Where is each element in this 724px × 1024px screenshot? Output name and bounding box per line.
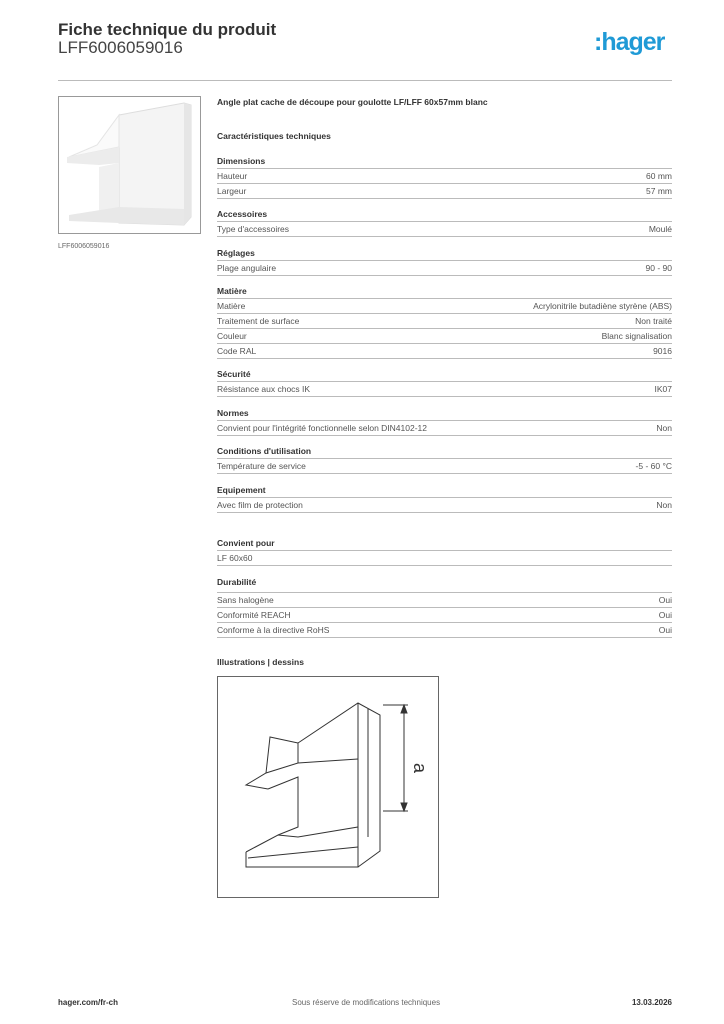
section-title: Dimensions [217,154,672,169]
illustrations-heading: Illustrations | dessins [217,657,304,667]
section-title: Accessoires [217,207,672,222]
footer-date: 13.03.2026 [631,998,672,1007]
section-accessoires [217,207,672,237]
spec-label: Couleur [217,331,247,341]
page-title: Fiche technique du produit [58,20,277,39]
spec-label: Traitement de surface [217,316,300,326]
footer-notice: Sous réserve de modifications techniques [292,998,441,1007]
spec-value: 9016 [653,346,672,356]
section-securite [217,367,672,397]
section-reglages [217,246,672,276]
product-description: Angle plat cache de découpe pour goulotte LF/LFF 60x57mm blanc [217,97,488,107]
spec-value: 90 - 90 [645,263,672,273]
spec-row [217,299,672,314]
product-image-caption: LFF6006059016 [58,243,110,250]
spec-label: Conforme à la directive RoHS [217,625,330,635]
spec-value: Oui [658,610,672,620]
spec-label: Température de service [217,461,306,471]
spec-value: -5 - 60 °C [635,461,672,471]
product-reference: LFF6006059016 [58,38,183,57]
section-title: Durabilité [217,575,672,593]
spec-row [217,261,672,276]
section-title: Matière [217,284,672,299]
spec-value: IK07 [654,384,672,394]
section-normes [217,406,672,436]
spec-row [217,593,672,608]
section-durabilite [217,575,672,638]
spec-value: Oui [658,595,672,605]
technical-drawing [217,676,439,898]
hager-logo: :hager [594,28,665,56]
spec-value: Moulé [648,224,672,234]
spec-label: Plage angulaire [217,263,277,273]
section-convient-pour [217,536,672,566]
spec-row [217,498,672,513]
section-conditions [217,444,672,474]
characteristics-heading: Caractéristiques techniques [217,131,331,141]
spec-label: LF 60x60 [217,553,253,563]
spec-label: Hauteur [217,171,248,181]
section-matiere [217,284,672,359]
spec-value: 57 mm [646,186,672,196]
spec-row [217,222,672,237]
section-dimensions [217,154,672,199]
header-divider [58,80,672,81]
spec-value: Acrylonitrile butadiène styrène (ABS) [533,301,672,311]
section-title: Equipement [217,483,672,498]
section-equipement [217,483,672,513]
spec-value: Non traité [635,316,672,326]
spec-value: 60 mm [646,171,672,181]
spec-row [217,184,672,199]
spec-row [217,459,672,474]
spec-row [217,421,672,436]
dimension-label: a [410,763,430,774]
spec-label: Type d'accessoires [217,224,290,234]
footer-website[interactable]: hager.com/fr-ch [58,998,119,1007]
section-title: Convient pour [217,536,672,551]
section-title: Normes [217,406,672,421]
product-image [58,96,201,234]
spec-row [217,608,672,623]
spec-value: Oui [658,625,672,635]
spec-row [217,551,672,566]
spec-label: Matière [217,301,246,311]
spec-row [217,344,672,359]
spec-row [217,314,672,329]
spec-label: Sans halogène [217,595,274,605]
spec-value: Blanc signalisation [601,331,672,341]
spec-value: Non [656,423,672,433]
spec-label: Convient pour l'intégrité fonctionnelle selon DIN4102-12 [217,423,428,433]
spec-row [217,623,672,638]
spec-label: Conformité REACH [217,610,291,620]
spec-row [217,169,672,184]
section-title: Réglages [217,246,672,261]
spec-label: Largeur [217,186,247,196]
spec-label: Résistance aux chocs IK [217,384,311,394]
spec-label: Avec film de protection [217,500,303,510]
spec-row [217,382,672,397]
spec-label: Code RAL [217,346,257,356]
spec-value: Non [656,500,672,510]
section-title: Sécurité [217,367,672,382]
section-title: Conditions d'utilisation [217,444,672,459]
spec-row [217,329,672,344]
